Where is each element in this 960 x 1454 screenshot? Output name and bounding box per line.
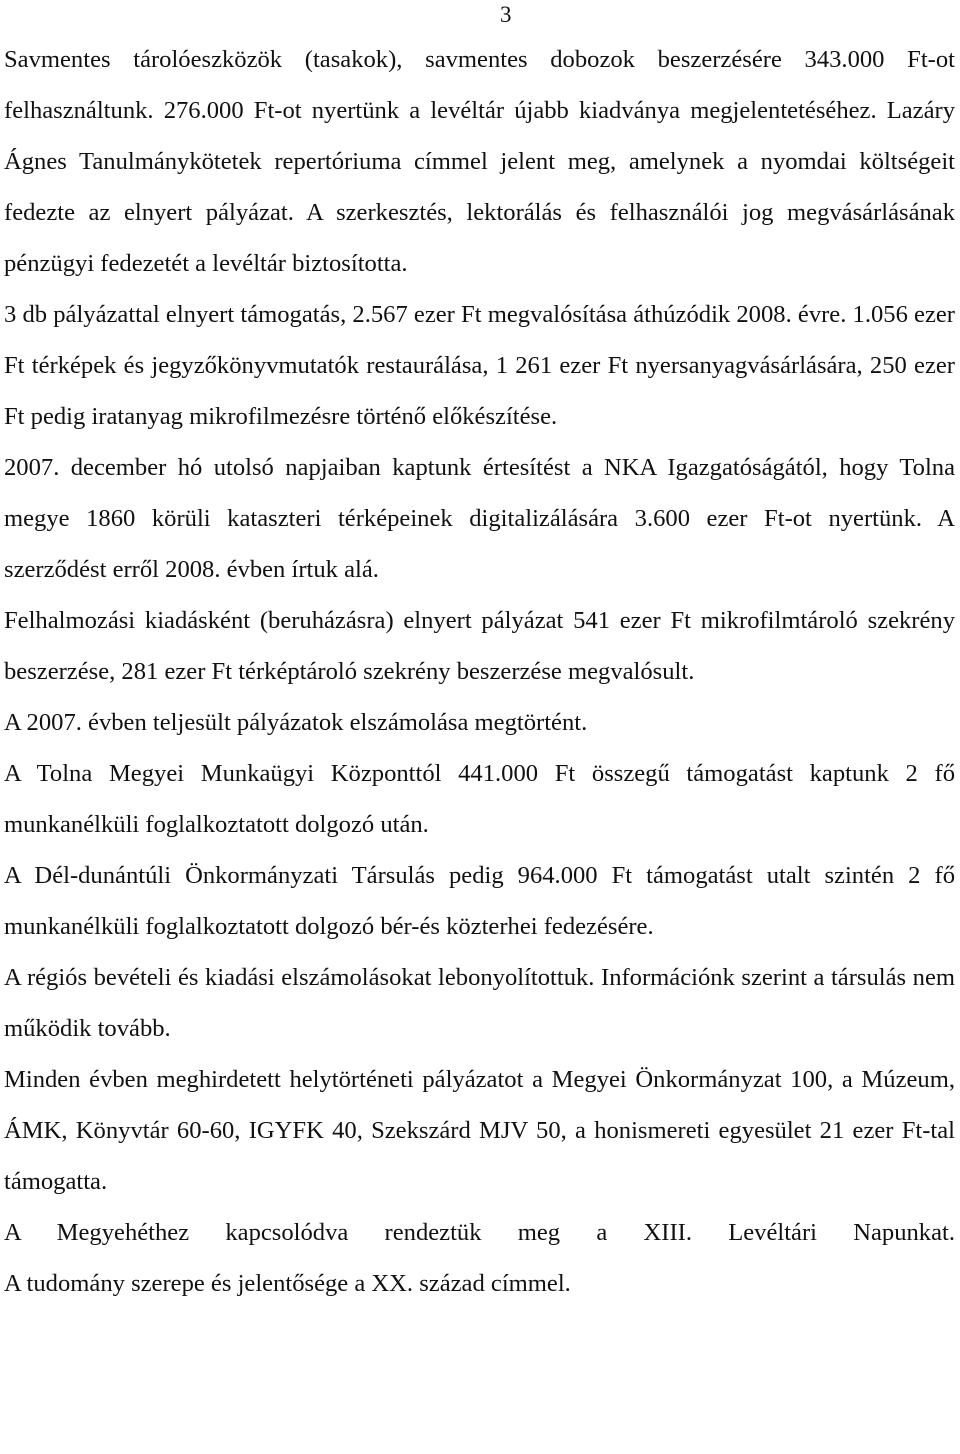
paragraph-grants-carryover: 3 db pályázattal elnyert támogatás, 2.567 ezer Ft megvalósítása áthúzódik 2008. évre. 1.056 ezer Ft térképek és jegyzőkönyvmutatók restaurálása, 1 261 ezer Ft nyersanyagvásárlására, 250 ezer Ft pedig iratanyag mikrofilmezésre történő előkészítése. (4, 301, 955, 430)
paragraph-labour-centre: A Tolna Megyei Munkaügyi Központtól 441.000 Ft összegű támogatást kaptunk 2 fő munkanélküli foglalkoztatott dolgozó után. (4, 760, 955, 838)
paragraph-nka-digitization: 2007. december hó utolsó napjaiban kaptunk értesítést a NKA Igazgatóságától, hogy Tolna megye 1860 körüli kataszteri térképeinek digitalizálására 3.600 ezer Ft-ot nyertünk. A szerződést erről 2008. évben írtuk alá. (4, 454, 955, 583)
paragraph-regional-accounts: A régiós bevételi és kiadási elszámolásokat lebonyolítottuk. Információnk szerint a társulás nem működik tovább. (4, 964, 955, 1042)
document-body (4, 34, 955, 1309)
paragraph-regional-association: A Dél-dunántúli Önkormányzati Társulás pedig 964.000 Ft támogatást utalt szintén 2 fő munkanélküli foglalkoztatott dolgozó bér-és közterhei fedezésére. (4, 862, 955, 940)
paragraph-storage-publication: Savmentes tárolóeszközök (tasakok), savmentes dobozok beszerzésére 343.000 Ft-ot felhasználtunk. 276.000 Ft-ot nyertünk a levéltár újabb kiadványa megjelentetéséhez. Lazáry Ágnes Tanulmánykötetek repertóriuma címmel jelent meg, amelynek a nyomdai költségeit fedezte az elnyert pályázat. A szerkesztés, lektorálás és felhasználói jog megvásárlásának pénzügyi fedezetét a levéltár biztosította. (4, 46, 955, 277)
paragraph-archives-day: A Megyehéthez kapcsolódva rendeztük meg a XIII. Levéltári Napunkat. (4, 1219, 955, 1246)
paragraph-event-title: A tudomány szerepe és jelentősége a XX. század címmel. (4, 1270, 571, 1297)
page-number: 3 (500, 2, 512, 27)
paragraph-local-history-grant: Minden évben meghirdetett helytörténeti pályázatot a Megyei Önkormányzat 100, a Múzeum, ÁMK, Könyvtár 60-60, IGYFK 40, Szekszárd MJV 50, a honismereti egyesület 21 ezer Ft-tal támogatta. (4, 1066, 955, 1195)
paragraph-capital-expenditure: Felhalmozási kiadásként (beruházásra) elnyert pályázat 541 ezer Ft mikrofilmtároló szekrény beszerzése, 281 ezer Ft térképtároló szekrény beszerzése megvalósult. (4, 607, 955, 685)
paragraph-settlement: A 2007. évben teljesült pályázatok elszámolása megtörtént. (4, 709, 588, 736)
